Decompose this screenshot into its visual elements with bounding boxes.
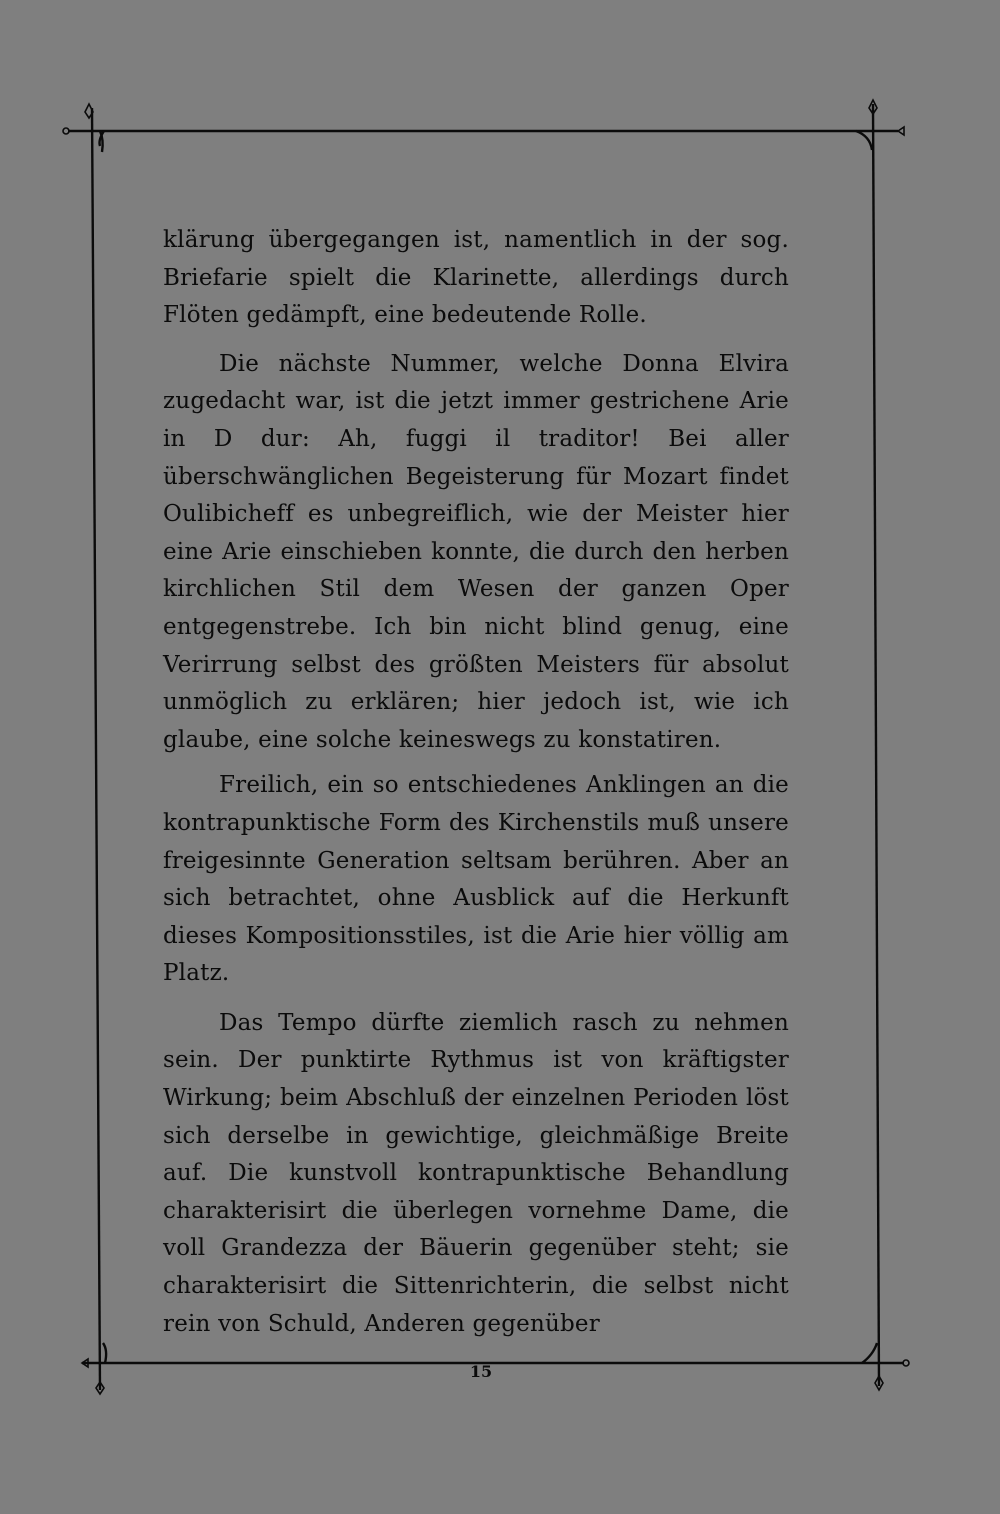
- paragraph-3: Freilich, ein so entschiedenes Anklingen an die kontrapunktische Form des Kirchenstils muß unsere freigesinnte Generation seltsam berühren. Aber an sich betrachtet, ohne Ausblick auf die Herkunft dieses Kompositionsstiles, ist die Arie hier völlig am Platz.: [163, 772, 789, 987]
- body-text: [163, 222, 789, 1343]
- paragraph-2: Die nächste Nummer, welche Donna Elvira zugedacht war, ist die jetzt immer gestrichene Arie in D dur: Ah, fuggi il traditor! Bei aller überschwänglichen Begeisterung für Mozart findet Oulibicheff es unbegreiflich, wie der Meister hier eine Arie einschieben konnte, die durch den herben kirchlichen Stil dem Wesen der ganzen Oper entgegenstrebe. Ich bin nicht blind genug, eine Verirrung selbst des größten Meisters für absolut unmöglich zu erklären; hier jedoch ist, wie ich glaube, eine solche keineswegs zu konstatiren.: [163, 350, 789, 753]
- paragraph-4: Das Tempo dürfte ziemlich rasch zu nehmen sein. Der punktirte Rythmus ist von kräftigster Wirkung; beim Abschluß der einzelnen Perioden löst sich derselbe in gewichtige, gleichmäßige Breite auf. Die kunstvoll kontrapunktische Behandlung charakterisirt die überlegen vornehme Dame, die voll Grandezza der Bäuerin gegenüber steht; sie charakterisirt die Sittenrichterin, die selbst nicht rein von Schuld, Anderen gegenüber: [163, 1009, 789, 1337]
- paragraph-1: klärung übergegangen ist, namentlich in der sog. Briefarie spielt die Klarinette, allerdings durch Flöten gedämpft, eine bedeutende Rolle.: [163, 227, 789, 329]
- page-number: 15: [469, 1362, 493, 1381]
